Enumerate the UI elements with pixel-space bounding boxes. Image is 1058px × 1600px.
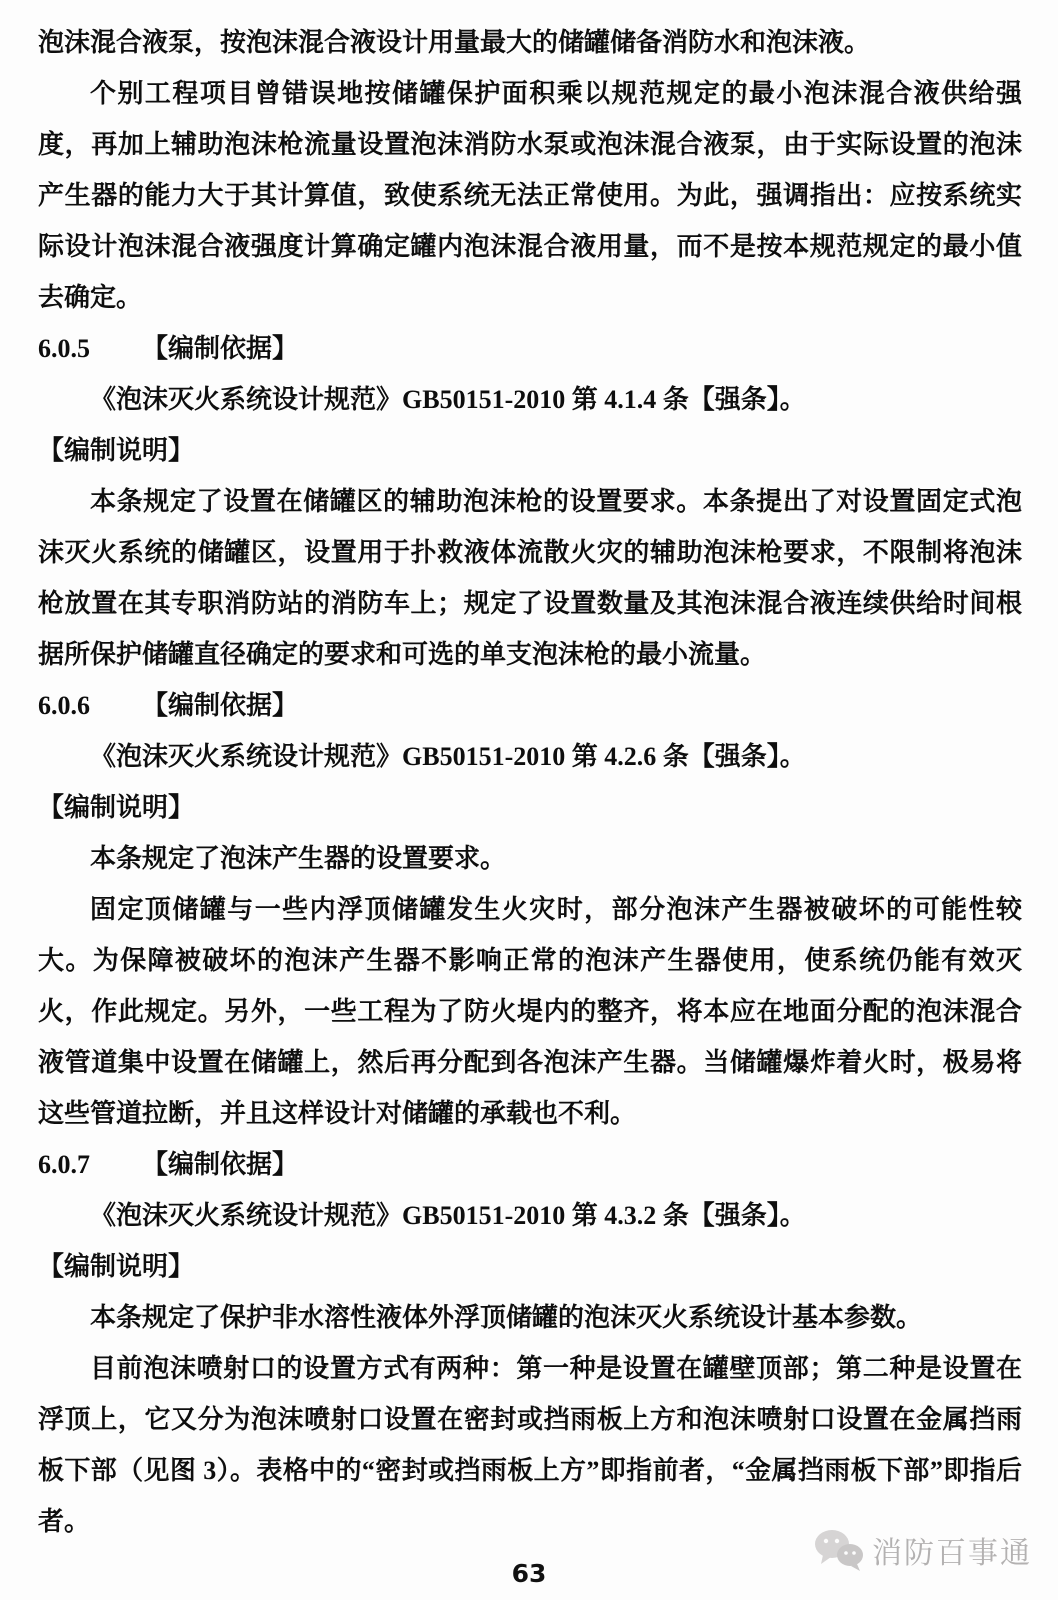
reference-line: 《泡沫灭火系统设计规范》GB50151-2010 第 4.3.2 条【强条】。	[90, 1201, 806, 1230]
section-heading	[38, 1139, 1022, 1190]
section-number: 6.0.6	[38, 691, 90, 720]
paragraph: 泡沫混合液泵，按泡沫混合液设计用量最大的储罐储备消防水和泡沫液。	[38, 28, 871, 57]
section-heading	[38, 323, 1022, 374]
section-heading	[38, 680, 1022, 731]
paragraph: 本条规定了设置在储罐区的辅助泡沫枪的设置要求。本条提出了对设置固定式泡沫灭火系统的储罐区，设置用于扑救液体流散火灾的辅助泡沫枪要求，不限制将泡沫枪放置在其专职消防站的消防车上；规定了设置数量及其泡沫混合液连续供给时间根据所保护储罐直径确定的要求和可选的单支泡沫枪的最小流量。	[38, 487, 1022, 669]
paragraph: 本条规定了保护非水溶性液体外浮顶储罐的泡沫灭火系统设计基本参数。	[90, 1303, 923, 1332]
paragraph: 目前泡沫喷射口的设置方式有两种：第一种是设置在罐壁顶部；第二种是设置在浮顶上，它又分为泡沫喷射口设置在密封或挡雨板上方和泡沫喷射口设置在金属挡雨板下部（见图 3）。表格中的“密封或挡雨板上方”即指前者，“金属挡雨板下部”即指后者。	[38, 1354, 1022, 1536]
watermark-text: 消防百事通	[872, 1537, 1032, 1570]
reference-line: 《泡沫灭火系统设计规范》GB50151-2010 第 4.2.6 条【强条】。	[90, 742, 806, 771]
section-heading-label: 【编制依据】	[142, 691, 299, 720]
section-number: 6.0.7	[38, 1150, 90, 1179]
paragraph: 固定顶储罐与一些内浮顶储罐发生火灾时，部分泡沫产生器被破坏的可能性较大。为保障被破坏的泡沫产生器不影响正常的泡沫产生器使用，使系统仍能有效灭火，作此规定。另外，一些工程为了防火堤内的整齐，将本应在地面分配的泡沫混合液管道集中设置在储罐上，然后再分配到各泡沫产生器。当储罐爆炸着火时，极易将这些管道拉断，并且这样设计对储罐的承载也不利。	[38, 895, 1022, 1128]
document-body	[38, 17, 1022, 1547]
section-heading-label: 【编制依据】	[142, 1150, 299, 1179]
page-number: 63	[511, 1559, 547, 1588]
paragraph: 个别工程项目曾错误地按储罐保护面积乘以规范规定的最小泡沫混合液供给强度，再加上辅助泡沫枪流量设置泡沫消防水泵或泡沫混合液泵，由于实际设置的泡沫产生器的能力大于其计算值，致使系统无法正常使用。为此，强调指出：应按系统实际设计泡沫混合液强度计算确定罐内泡沫混合液用量，而不是按本规范规定的最小值去确定。	[38, 79, 1022, 312]
reference-line: 《泡沫灭火系统设计规范》GB50151-2010 第 4.1.4 条【强条】。	[90, 385, 806, 414]
label-line: 【编制说明】	[38, 1252, 195, 1281]
section-heading-label: 【编制依据】	[142, 334, 299, 363]
label-line: 【编制说明】	[38, 436, 195, 465]
section-number: 6.0.5	[38, 334, 90, 363]
paragraph: 本条规定了泡沫产生器的设置要求。	[90, 844, 507, 873]
label-line: 【编制说明】	[38, 793, 195, 822]
